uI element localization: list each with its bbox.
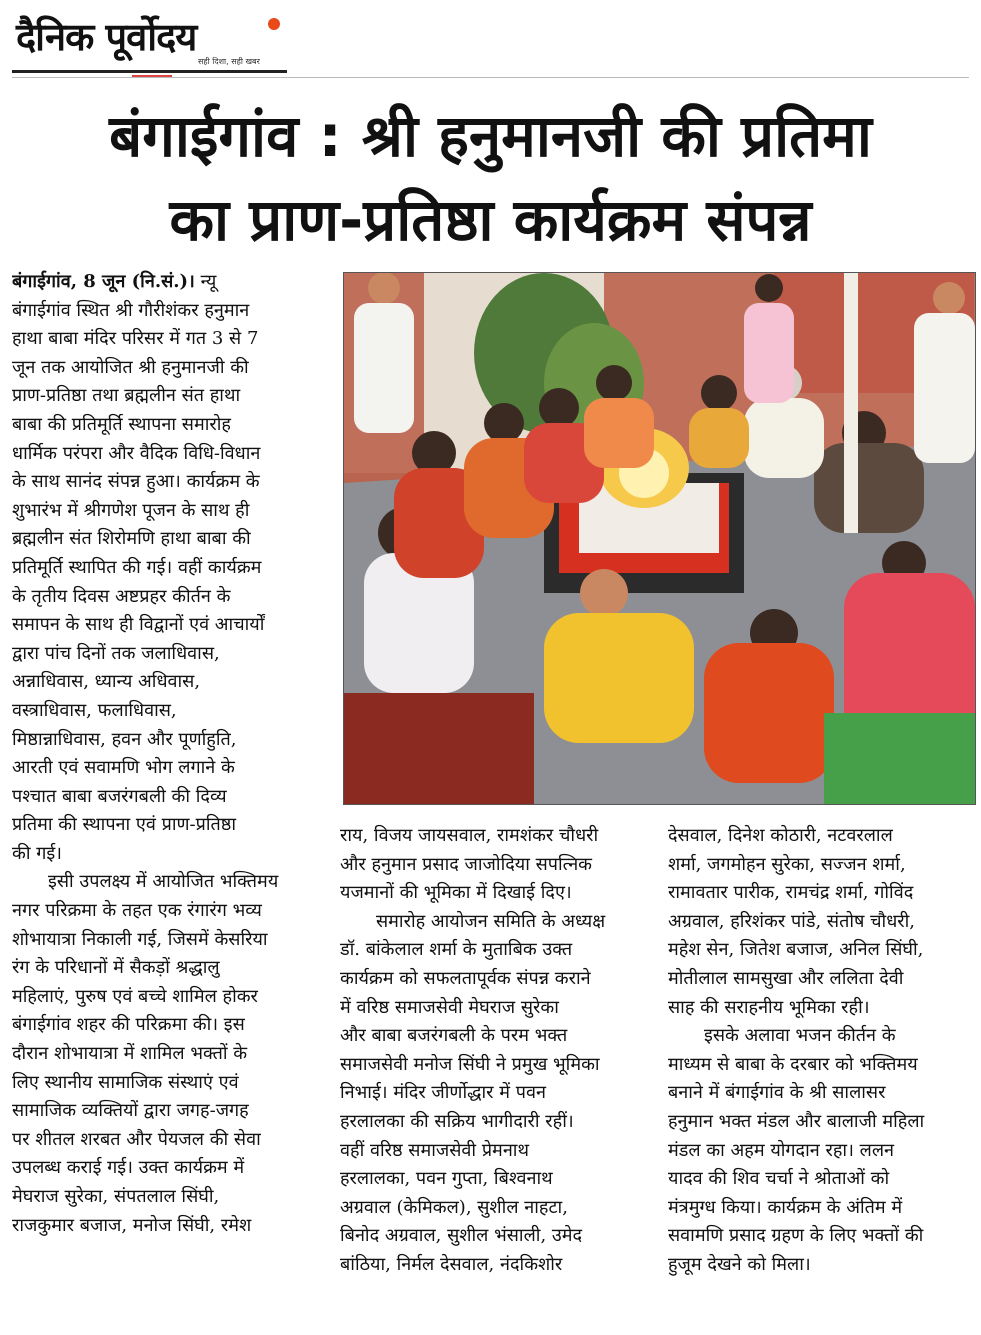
column-text-line: रामावतार पारीक, रामचंद्र शर्मा, गोविंद: [668, 882, 914, 904]
column-text-line: प्राण-प्रतिष्ठा तथा ब्रह्मलीन संत हाथा: [12, 385, 241, 407]
column-line-first: [12, 268, 318, 297]
column-text-line: वहीं वरिष्ठ समाजसेवी प्रेमनाथ: [340, 1139, 529, 1161]
column-text-line: रंग के परिधानों में सैकड़ों श्रद्धालु: [12, 957, 220, 979]
column-text-line: हुजूम देखने को मिला।: [668, 1253, 811, 1275]
column-text-line: बंगाईगांव शहर की परिक्रमा की। इस: [12, 1014, 245, 1036]
column-text-line: धार्मिक परंपरा और वैदिक विधि-विधान: [12, 442, 261, 464]
column-text-line: समारोह आयोजन समिति के अध्यक्ष: [376, 910, 606, 932]
masthead-logo-dot: [268, 18, 280, 30]
headline-line-2: का प्राण-प्रतिष्ठा कार्यक्रम संपन्न: [169, 186, 812, 254]
column-1-lines: [12, 297, 318, 1241]
column-text-line: पर शीतल शरबत और पेयजल की सेवा: [12, 1128, 261, 1150]
column-text-line: शुभारंभ में श्रीगणेश पूजन के साथ ही: [12, 499, 250, 521]
column-text-line: शर्मा, जगमोहन सुरेका, सज्जन शर्मा,: [668, 853, 906, 875]
article-column-3: [668, 822, 974, 1280]
column-text-line: राय, विजय जायसवाल, रामशंकर चौधरी: [340, 825, 599, 846]
column-2-lines: [340, 822, 646, 1280]
column-text-line: ब्रह्मलीन संत शिरोमणि हाथा बाबा की: [12, 528, 251, 550]
top-divider: [12, 77, 969, 78]
column-text-line: जून तक आयोजित श्री हनुमानजी की: [12, 356, 249, 378]
column-text-line: कार्यक्रम को सफलतापूर्वक संपन्न कराने: [340, 967, 591, 989]
column-text-line: मंत्रमुग्ध किया। कार्यक्रम के अंतिम में: [668, 1196, 903, 1218]
column-text-line: सवामणि प्रसाद ग्रहण के लिए भक्तों की: [668, 1225, 924, 1247]
masthead-title: दैनिक पूर्वोदय: [16, 15, 197, 59]
column-text-line: समाजसेवी मनोज सिंघी ने प्रमुख भूमिका: [340, 1053, 600, 1075]
column-text-line: सामाजिक व्यक्तियों द्वारा जगह-जगह: [12, 1100, 249, 1122]
masthead: [12, 8, 287, 74]
column-text-line: लिए स्थानीय सामाजिक संस्थाएं एवं: [12, 1071, 239, 1093]
masthead-rule: [12, 70, 287, 73]
column-text-line: महिलाएं, पुरुष एवं बच्चे शामिल होकर: [12, 985, 258, 1007]
column-text-line: के तृतीय दिवस अष्टप्रहर कीर्तन के: [12, 585, 231, 607]
column-text-line: अग्रवाल (केमिकल), सुशील नाहटा,: [340, 1196, 568, 1218]
column-text-line: निभाई। मंदिर जीर्णोद्धार में पवन: [340, 1082, 546, 1104]
column-text-line: आरती एवं सवामणि भोग लगाने के: [12, 757, 235, 779]
column-text-line: वस्त्राधिवास, फलाधिवास,: [12, 699, 177, 721]
havan-ceremony-photo: [344, 273, 975, 804]
column-text-line: हनुमान भक्त मंडल और बालाजी महिला: [668, 1110, 925, 1132]
column-text-line: नगर परिक्रमा के तहत एक रंगारंग भव्य: [12, 900, 262, 922]
column-text-line: माध्यम से बाबा के दरबार को भक्तिमय: [668, 1053, 918, 1075]
column-text-line: महेश सेन, जितेश बजाज, अनिल सिंघी,: [668, 939, 924, 961]
column-text-line: और हनुमान प्रसाद जाजोदिया सपत्निक: [340, 853, 593, 875]
column-text-line: साह की सराहनीय भूमिका रही।: [668, 996, 870, 1018]
column-text-line: इसके अलावा भजन कीर्तन के: [704, 1025, 896, 1047]
column-text-line: और बाबा बजरंगबली के परम भक्त: [340, 1025, 568, 1047]
article-column-1: [12, 268, 318, 1240]
column-text-line: इसी उपलक्ष्य में आयोजित भक्तिमय: [48, 871, 279, 893]
column-text-line: बाबा की प्रतिमूर्ति स्थापना समारोह: [12, 413, 231, 435]
column-text-line: द्वारा पांच दिनों तक जलाधिवास,: [12, 642, 220, 664]
column-text-line: अग्रवाल, हरिशंकर पांडे, संतोष चौधरी,: [668, 910, 916, 932]
column-text-line: पश्चात बाबा बजरंगबली की दिव्य: [12, 785, 227, 807]
column-text-line: हाथा बाबा मंदिर परिसर में गत 3 से 7: [12, 328, 259, 350]
column-text-line: हरलालका की सक्रिय भागीदारी रहीं।: [340, 1110, 574, 1132]
column-text-line: राजकुमार बजाज, मनोज सिंघी, रमेश: [12, 1214, 252, 1236]
column-text: न्यू: [194, 271, 217, 292]
column-3-lines: [668, 822, 974, 1280]
column-text-line: शोभायात्रा निकाली गई, जिसमें केसरिया: [12, 928, 268, 950]
column-text-line: मंडल का अहम योगदान रहा। ललन: [668, 1139, 895, 1161]
column-text-line: देसवाल, दिनेश कोठारी, नटवरलाल: [668, 825, 893, 846]
headline-line-1: बंगाईगांव : श्री हनुमानजी की प्रतिमा: [109, 102, 872, 170]
column-text-line: मेघराज सुरेका, संपतलाल सिंघी,: [12, 1186, 220, 1207]
column-text-line: डॉ. बांकेलाल शर्मा के मुताबिक उक्त: [340, 939, 573, 961]
column-text-line: हरलालका, पवन गुप्ता, बिश्वनाथ: [340, 1168, 553, 1190]
news-photo: [343, 272, 976, 805]
article-column-2: [340, 822, 646, 1280]
masthead-tagline: सही दिशा, सही खबर: [198, 57, 260, 66]
column-text-line: यजमानों की भूमिका में दिखाई दिए।: [340, 882, 572, 904]
column-text-line: बनाने में बंगाईगांव के श्री सालासर: [668, 1082, 886, 1104]
column-text-line: मिष्ठान्नाधिवास, हवन और पूर्णाहुति,: [12, 728, 237, 750]
column-text-line: समापन के साथ ही विद्वानों एवं आचार्यों: [12, 614, 265, 636]
column-text-line: बांठिया, निर्मल देसवाल, नंदकिशोर: [340, 1253, 563, 1275]
column-text-line: दौरान शोभायात्रा में शामिल भक्तों के: [12, 1043, 248, 1065]
column-text-line: में वरिष्ठ समाजसेवी मेघराज सुरेका: [340, 996, 559, 1018]
column-text-line: प्रतिमूर्ति स्थापित की गई। वहीं कार्यक्रम: [12, 556, 262, 578]
column-text-line: बिनोद अग्रवाल, सुशील भंसाली, उमेद: [340, 1225, 583, 1247]
dateline: बंगाईगांव, 8 जून (नि.सं.)।: [12, 271, 195, 292]
column-text-line: बंगाईगांव स्थित श्री गौरीशंकर हनुमान: [12, 299, 250, 321]
column-text-line: उपलब्ध कराई गई। उक्त कार्यक्रम में: [12, 1157, 245, 1179]
column-text-line: मोतीलाल सामसुखा और ललिता देवी: [668, 967, 904, 989]
column-text-line: के साथ सानंद संपन्न हुआ। कार्यक्रम के: [12, 471, 260, 493]
column-text-line: अन्नाधिवास, ध्यान्य अधिवास,: [12, 671, 201, 693]
column-text-line: यादव की शिव चर्चा ने श्रोताओं को: [668, 1168, 890, 1190]
column-text-line: की गई।: [12, 842, 63, 864]
column-text-line: प्रतिमा की स्थापना एवं प्राण-प्रतिष्ठा: [12, 814, 237, 836]
